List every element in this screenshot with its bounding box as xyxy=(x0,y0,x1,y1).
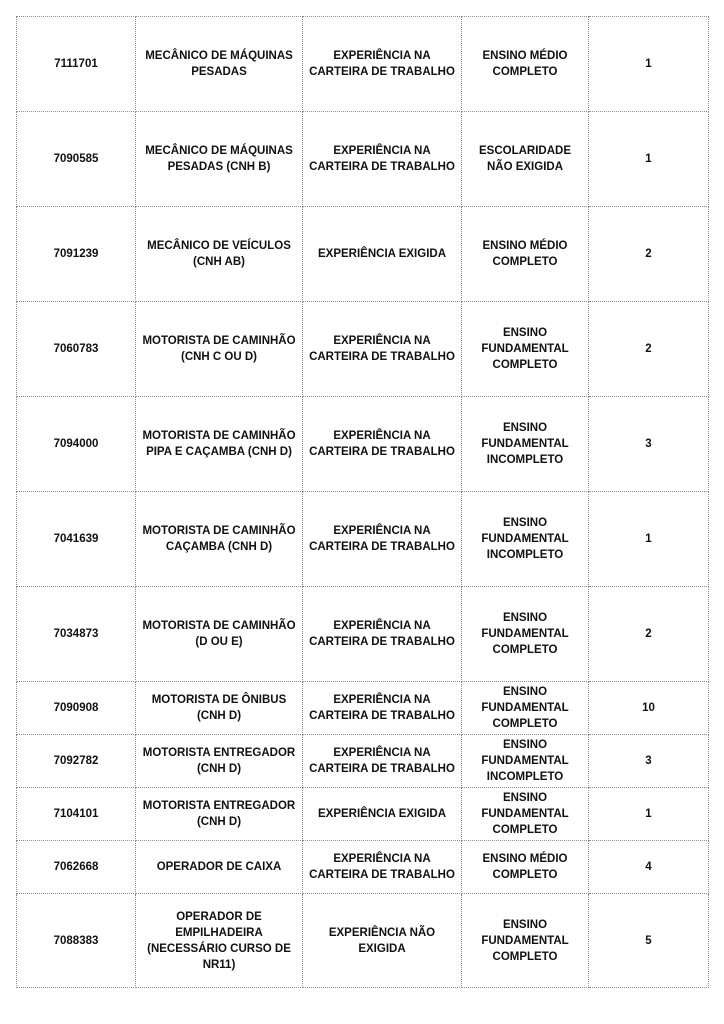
job-title-cell: MOTORISTA DE CAMINHÃO (D OU E) xyxy=(136,587,303,682)
job-title-cell: MOTORISTA DE CAMINHÃO PIPA E CAÇAMBA (CNH D) xyxy=(136,397,303,492)
education-cell: ENSINO MÉDIO COMPLETO xyxy=(462,17,589,112)
vacancies-cell: 3 xyxy=(589,735,709,788)
experience-cell: EXPERIÊNCIA NA CARTEIRA DE TRABALHO xyxy=(303,112,462,207)
education-cell: ENSINO FUNDAMENTAL COMPLETO xyxy=(462,682,589,735)
vacancies-cell: 1 xyxy=(589,17,709,112)
job-code-cell: 7034873 xyxy=(17,587,136,682)
vacancies-cell: 2 xyxy=(589,587,709,682)
job-title-cell: MOTORISTA DE ÔNIBUS (CNH D) xyxy=(136,682,303,735)
table-row xyxy=(17,587,709,682)
education-cell: ENSINO FUNDAMENTAL COMPLETO xyxy=(462,302,589,397)
table-row xyxy=(17,207,709,302)
vacancies-cell: 10 xyxy=(589,682,709,735)
table-row xyxy=(17,112,709,207)
job-title-cell: MOTORISTA ENTREGADOR (CNH D) xyxy=(136,735,303,788)
experience-cell: EXPERIÊNCIA EXIGIDA xyxy=(303,788,462,841)
job-title-cell: MOTORISTA DE CAMINHÃO CAÇAMBA (CNH D) xyxy=(136,492,303,587)
education-cell: ENSINO FUNDAMENTAL INCOMPLETO xyxy=(462,492,589,587)
experience-cell: EXPERIÊNCIA NA CARTEIRA DE TRABALHO xyxy=(303,397,462,492)
table-row xyxy=(17,397,709,492)
job-code-cell: 7060783 xyxy=(17,302,136,397)
job-title-cell: MECÂNICO DE MÁQUINAS PESADAS (CNH B) xyxy=(136,112,303,207)
experience-cell: EXPERIÊNCIA NA CARTEIRA DE TRABALHO xyxy=(303,492,462,587)
table-row xyxy=(17,735,709,788)
job-title-cell: MECÂNICO DE VEÍCULOS (CNH AB) xyxy=(136,207,303,302)
job-code-cell: 7092782 xyxy=(17,735,136,788)
education-cell: ENSINO FUNDAMENTAL COMPLETO xyxy=(462,894,589,988)
table-row xyxy=(17,682,709,735)
experience-cell: EXPERIÊNCIA NA CARTEIRA DE TRABALHO xyxy=(303,17,462,112)
job-title-cell: MOTORISTA ENTREGADOR (CNH D) xyxy=(136,788,303,841)
job-title-cell: MECÂNICO DE MÁQUINAS PESADAS xyxy=(136,17,303,112)
vacancies-cell: 1 xyxy=(589,788,709,841)
job-title-cell: OPERADOR DE EMPILHADEIRA (NECESSÁRIO CURSO DE NR11) xyxy=(136,894,303,988)
education-cell: ENSINO FUNDAMENTAL INCOMPLETO xyxy=(462,397,589,492)
job-code-cell: 7041639 xyxy=(17,492,136,587)
vacancies-cell: 4 xyxy=(589,841,709,894)
table-row xyxy=(17,841,709,894)
job-code-cell: 7062668 xyxy=(17,841,136,894)
experience-cell: EXPERIÊNCIA NA CARTEIRA DE TRABALHO xyxy=(303,302,462,397)
job-listing-page xyxy=(16,16,708,988)
vacancies-cell: 3 xyxy=(589,397,709,492)
vacancies-cell: 1 xyxy=(589,492,709,587)
vacancies-cell: 2 xyxy=(589,302,709,397)
job-code-cell: 7104101 xyxy=(17,788,136,841)
experience-cell: EXPERIÊNCIA NA CARTEIRA DE TRABALHO xyxy=(303,587,462,682)
experience-cell: EXPERIÊNCIA NA CARTEIRA DE TRABALHO xyxy=(303,841,462,894)
job-title-cell: OPERADOR DE CAIXA xyxy=(136,841,303,894)
job-vacancies-table xyxy=(16,16,709,988)
job-code-cell: 7090585 xyxy=(17,112,136,207)
job-code-cell: 7091239 xyxy=(17,207,136,302)
job-code-cell: 7090908 xyxy=(17,682,136,735)
experience-cell: EXPERIÊNCIA NÃO EXIGIDA xyxy=(303,894,462,988)
table-row xyxy=(17,17,709,112)
vacancies-cell: 5 xyxy=(589,894,709,988)
vacancies-cell: 2 xyxy=(589,207,709,302)
experience-cell: EXPERIÊNCIA NA CARTEIRA DE TRABALHO xyxy=(303,682,462,735)
education-cell: ENSINO FUNDAMENTAL COMPLETO xyxy=(462,788,589,841)
table-row xyxy=(17,492,709,587)
education-cell: ENSINO MÉDIO COMPLETO xyxy=(462,207,589,302)
table-row xyxy=(17,894,709,988)
vacancies-cell: 1 xyxy=(589,112,709,207)
table-row xyxy=(17,302,709,397)
education-cell: ENSINO FUNDAMENTAL INCOMPLETO xyxy=(462,735,589,788)
job-code-cell: 7094000 xyxy=(17,397,136,492)
table-row xyxy=(17,788,709,841)
job-code-cell: 7088383 xyxy=(17,894,136,988)
education-cell: ENSINO MÉDIO COMPLETO xyxy=(462,841,589,894)
job-code-cell: 7111701 xyxy=(17,17,136,112)
education-cell: ESCOLARIDADE NÃO EXIGIDA xyxy=(462,112,589,207)
experience-cell: EXPERIÊNCIA NA CARTEIRA DE TRABALHO xyxy=(303,735,462,788)
education-cell: ENSINO FUNDAMENTAL COMPLETO xyxy=(462,587,589,682)
job-title-cell: MOTORISTA DE CAMINHÃO (CNH C OU D) xyxy=(136,302,303,397)
experience-cell: EXPERIÊNCIA EXIGIDA xyxy=(303,207,462,302)
